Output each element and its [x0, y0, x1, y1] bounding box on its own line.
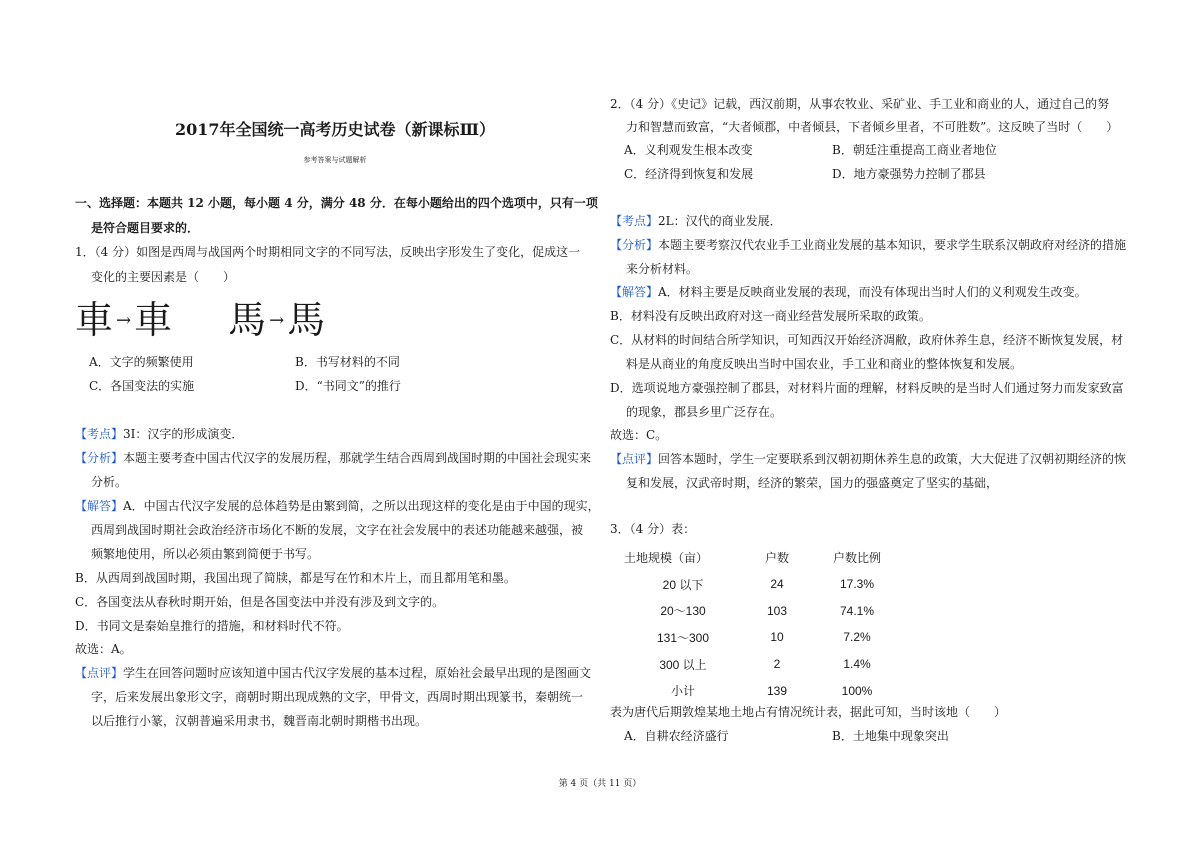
- fenxi-tag: 【分析】: [75, 451, 124, 465]
- dianping-tag: 【点评】: [75, 666, 124, 680]
- table-row: [624, 597, 902, 624]
- q1-fenxi: [75, 450, 591, 466]
- arrow-icon: →: [116, 309, 132, 331]
- kaodian-tag: 【考点】: [610, 214, 659, 228]
- q1-option-a: A．文字的频繁使用: [89, 355, 194, 369]
- q3-caption: 表为唐代后期敦煌某地土地占有情况统计表，据此可知，当时该地（ ）: [610, 705, 1007, 719]
- table-cell: 131～300: [656, 630, 710, 645]
- dianping-text: 回答本题时，学生一定要联系到汉朝初期休养生息的政策，大大促进了汉朝初期经济的恢: [658, 452, 1127, 466]
- q1-stem-line2: 变化的主要因素是（ ）: [91, 270, 236, 284]
- q1-dianping-line3: 以后推行小篆，汉朝普遍采用隶书，魏晋南北朝时期楷书出现。: [91, 714, 428, 728]
- jieda-text: A．中国古代汉字发展的总体趋势是由繁到简，之所以出现这样的变化是由于中国的现实，: [123, 499, 600, 513]
- fenxi-text: 本题主要考查中国古代汉字的发展历程，那就学生结合西周到战国时期的中国社会现实来: [123, 451, 592, 465]
- q2-fenxi-line2: 来分析材料。: [626, 262, 699, 276]
- q2-answer: 故选：C。: [610, 428, 668, 442]
- q2-option-b: B．朝廷注重提高工商业者地位: [832, 143, 997, 157]
- q1-line-d: D．书同文是秦始皇推行的措施，和材料时代不符。: [75, 619, 349, 633]
- table-cell: 小计: [670, 684, 695, 699]
- q1-dianping: [75, 665, 591, 681]
- jieda-tag: 【解答】: [75, 499, 124, 513]
- q2-jieda: [610, 284, 1087, 300]
- q1-stem-line1: 1．（4 分）如图是西周与战国两个时期相同文字的不同写法，反映出字形发生了变化，促成这一: [75, 245, 581, 259]
- q1-line-c: C．各国变法从春秋时期开始，但是各国变法中并没有涉及到文字的。: [75, 595, 445, 609]
- table-header-cell: 土地规模（亩）: [624, 550, 709, 565]
- q3-option-b: B．土地集中现象突出: [832, 729, 949, 743]
- q2-fenxi: [610, 237, 1126, 253]
- table-cell: 10: [770, 630, 784, 645]
- kaodian-tag: 【考点】: [75, 427, 124, 441]
- q1-dianping-line2: 字，后来发展出象形文字，商朝时期出现成熟的文字，甲骨文，西周时期出现篆书，秦朝统一: [91, 690, 584, 704]
- q2-option-c: C．经济得到恢复和发展: [624, 167, 754, 181]
- table-cell: 17.3%: [839, 577, 875, 592]
- jieda-text: A．材料主要是反映商业发展的表现，而没有体现出当时人们的义利观发生改变。: [658, 285, 1087, 299]
- q2-stem-line1: 2．（4 分）《史记》记载，西汉前期，从事农牧业、采矿业、手工业和商业的人，通过自己的努: [610, 97, 1110, 111]
- fenxi-tag: 【分析】: [610, 238, 659, 252]
- page-title: 2017年全国统一高考历史试卷（新课标Ⅲ）: [174, 120, 496, 139]
- glyph-che-western-zhou: 車: [75, 298, 114, 342]
- section-heading-line2: 是符合题目要求的．: [91, 221, 200, 235]
- section-heading-line1: 一、选择题：本题共 12 小题，每小题 4 分，满分 48 分．在每小题给出的四个选项中，只有一项: [75, 196, 598, 210]
- q2-kaodian: [610, 213, 782, 229]
- q2-dianping: [610, 451, 1126, 467]
- land-distribution-table: [624, 544, 902, 704]
- q2-stem-line2: 力和智慧而致富，“大者倾郡，中者倾县，下者倾乡里者，不可胜数”。这反映了当时（ ）: [626, 120, 1119, 134]
- q1-kaodian: [75, 426, 243, 442]
- q1-jieda-line3: 频繁地使用，所以必须由繁到简便于书写。: [91, 547, 320, 561]
- table-cell: 300 以上: [659, 657, 707, 672]
- jieda-tag: 【解答】: [610, 285, 659, 299]
- q2-option-a: A．义利观发生根本改变: [624, 143, 753, 157]
- q1-option-b: B．书写材料的不同: [295, 355, 400, 369]
- q1-line-b: B．从西周到战国时期，我国出现了简牍，都是写在竹和木片上，而且都用笔和墨。: [75, 571, 516, 585]
- table-cell: 100%: [841, 683, 873, 698]
- table-row: [624, 571, 902, 598]
- table-cell: 20～130: [660, 604, 706, 619]
- table-header-cell: 户数: [764, 550, 789, 565]
- dianping-tag: 【点评】: [610, 452, 659, 466]
- page-subtitle: 参考答案与试题解析: [303, 156, 367, 164]
- table-cell: 139: [766, 683, 788, 698]
- table-header-cell: 户数比例: [832, 550, 881, 565]
- page-footer: 第 4 页（共 11 页）: [558, 779, 642, 789]
- q2-line-c1: C．从材料的时间结合所学知识，可知西汉开始经济凋敝，政府休养生息，经济不断恢复发展，材: [610, 333, 1124, 347]
- table-header-row: [624, 544, 902, 571]
- q1-fenxi-line2: 分析。: [91, 475, 128, 489]
- q1-option-c: C．各国变法的实施: [89, 379, 195, 393]
- q2-line-d1: D．选项说地方豪强控制了郡县，对材料片面的理解，材料反映的是当时人们通过努力而发家致富: [610, 381, 1124, 395]
- table-cell: 2: [773, 657, 781, 672]
- kaodian-text: 2L：汉代的商业发展．: [658, 214, 782, 228]
- q2-option-d: D．地方豪强势力控制了郡县: [832, 167, 986, 181]
- fenxi-text: 本题主要考察汉代农业手工业商业发展的基本知识，要求学生联系汉朝政府对经济的措施: [658, 238, 1127, 252]
- table-cell: 1.4%: [843, 657, 871, 672]
- q1-answer: 故选：A。: [75, 642, 132, 656]
- q1-jieda: [75, 498, 600, 514]
- table-cell: 103: [766, 603, 788, 618]
- table-row: [624, 651, 902, 678]
- q3-option-a: A．自耕农经济盛行: [624, 729, 729, 743]
- q1-option-d: D．“书同文”的推行: [295, 379, 401, 393]
- table-row: [624, 624, 902, 651]
- q2-line-b: B．材料没有反映出政府对这一商业经营发展所采取的政策。: [610, 309, 931, 323]
- table-cell: 20 以下: [662, 577, 704, 592]
- glyph-che-warring-states: 車: [134, 298, 173, 342]
- table-row: [624, 677, 902, 704]
- glyph-ma-warring-states: 馬: [287, 298, 326, 342]
- arrow-icon: →: [269, 309, 285, 331]
- dianping-text: 学生在回答问题时应该知道中国古代汉字发展的基本过程，原始社会最早出现的是图画文: [123, 666, 592, 680]
- table-cell: 7.2%: [843, 630, 871, 645]
- q2-line-d2: 的现象，郡县乡里广泛存在。: [626, 405, 783, 419]
- q1-jieda-line2: 西周到战国时期社会政治经济市场化不断的发展，文字在社会发展中的表述功能越来越强，被: [91, 523, 584, 537]
- table-cell: 24: [770, 577, 784, 592]
- kaodian-text: 3I：汉字的形成演变．: [123, 427, 244, 441]
- q2-line-c2: 料是从商业的角度反映出当时中国农业，手工业和商业的整体恢复和发展。: [626, 357, 1023, 371]
- glyph-ma-western-zhou: 馬: [228, 298, 267, 342]
- q2-dianping-line2: 复和发展，汉武帝时期，经济的繁荣，国力的强盛奠定了坚实的基础，: [626, 476, 999, 490]
- table-cell: 74.1%: [839, 603, 875, 618]
- q3-stem: 3．（4 分）表：: [610, 522, 696, 536]
- q1-glyph-figure: [75, 294, 325, 346]
